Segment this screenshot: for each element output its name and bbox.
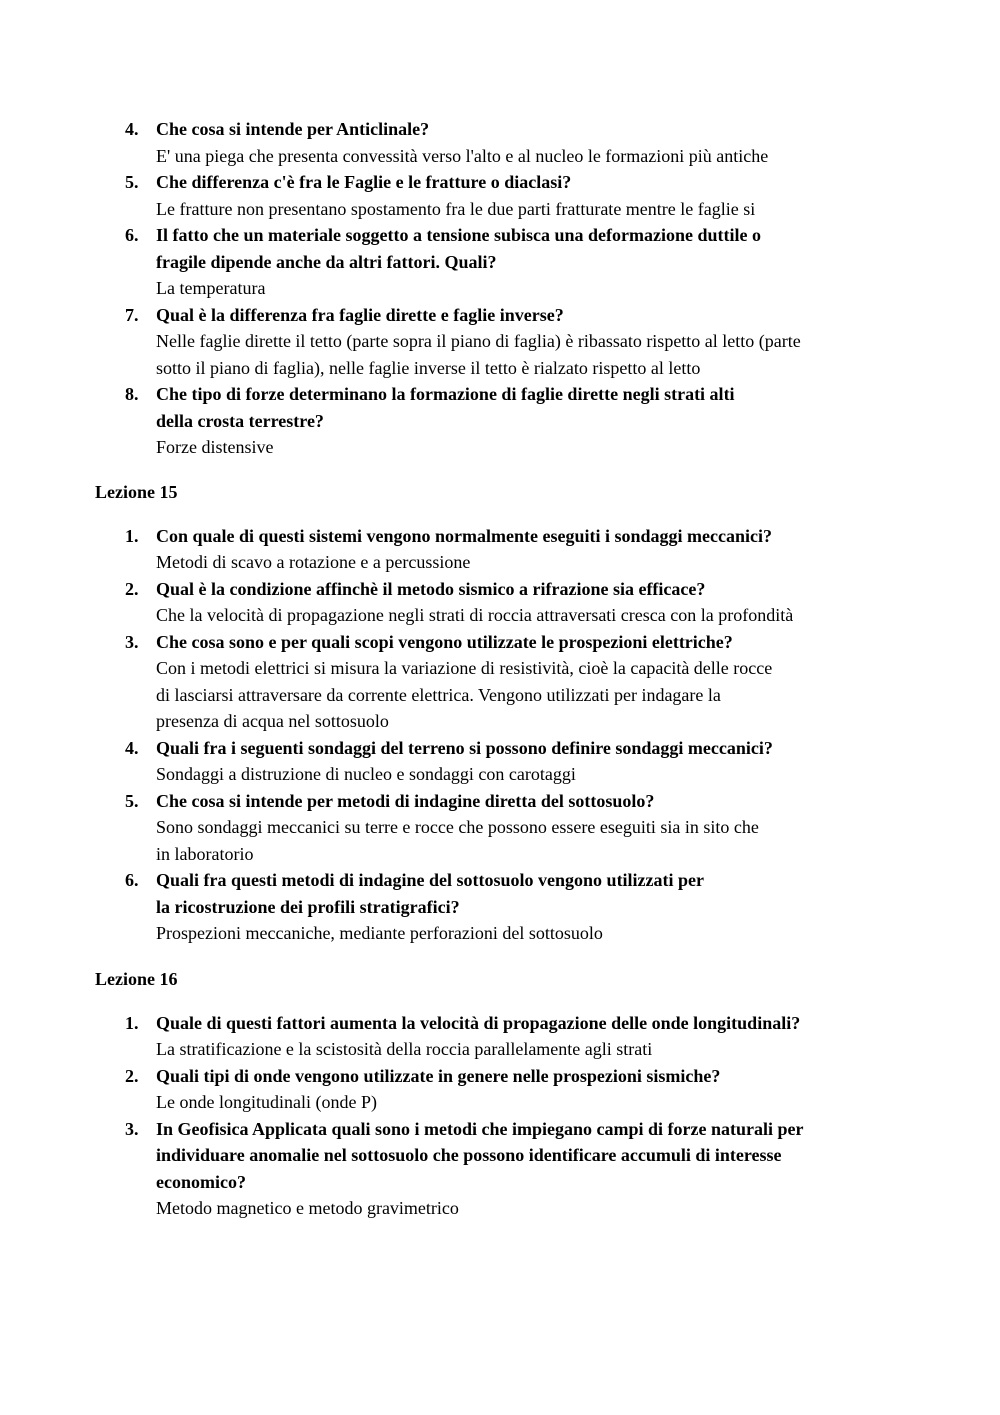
question-text: In Geofisica Applicata quali sono i metodi che impiegano campi di forze naturali per <box>156 1118 804 1139</box>
answer-text: Che la velocità di propagazione negli strati di roccia attraversati cresca con la profondità <box>156 605 794 625</box>
question-text: fragile dipende anche da altri fattori. Quali? <box>156 251 497 272</box>
section-lezione-15 <box>95 479 895 947</box>
question-number: 2. <box>125 1065 139 1086</box>
question-text: Che tipo di forze determinano la formazione di faglie dirette negli strati alti <box>156 384 735 404</box>
question-item <box>95 381 895 461</box>
question-list <box>95 1010 895 1222</box>
question-item <box>95 523 895 576</box>
question-number: 2. <box>125 578 139 599</box>
question-number: 3. <box>125 631 139 652</box>
question-text: Quali tipi di onde vengono utilizzate in genere nelle prospezioni sismiche? <box>156 1065 721 1086</box>
answer-text: Metodi di scavo a rotazione e a percussione <box>156 552 471 572</box>
question-item <box>95 1063 895 1116</box>
answer-text: in laboratorio <box>156 843 254 864</box>
question-text: Quali fra i seguenti sondaggi del terreno si possono definire sondaggi meccanici? <box>156 737 773 758</box>
question-text: Che cosa si intende per Anticlinale? <box>156 119 430 139</box>
answer-text: Sono sondaggi meccanici su terre e rocce che possono essere eseguiti sia in sito che <box>156 817 759 837</box>
section-heading: Lezione 15 <box>95 482 178 502</box>
question-number: 8. <box>125 384 139 404</box>
question-text: Quali fra questi metodi di indagine del sottosuolo vengono utilizzati per <box>156 870 705 890</box>
question-text: Che cosa si intende per metodi di indagine diretta del sottosuolo? <box>156 790 655 811</box>
question-number: 5. <box>125 790 139 811</box>
answer-text: Con i metodi elettrici si misura la variazione di resistività, cioè la capacità delle rocce <box>156 658 773 678</box>
answer-text: La temperatura <box>156 278 266 298</box>
question-text: Con quale di questi sistemi vengono normalmente eseguiti i sondaggi meccanici? <box>156 525 772 546</box>
question-number: 4. <box>125 737 139 758</box>
question-text: Qual è la differenza fra faglie dirette e faglie inverse? <box>156 304 564 325</box>
question-item <box>95 867 895 947</box>
question-text: economico? <box>156 1171 246 1192</box>
question-number: 4. <box>125 119 139 139</box>
question-number: 6. <box>125 870 139 890</box>
question-item <box>95 116 895 169</box>
answer-text: Prospezioni meccaniche, mediante perforazioni del sottosuolo <box>156 923 603 943</box>
question-text: Quale di questi fattori aumenta la velocità di propagazione delle onde longitudinali? <box>156 1012 801 1033</box>
question-text: Il fatto che un materiale soggetto a tensione subisca una deformazione duttile o <box>156 225 761 245</box>
answer-text: di lasciarsi attraversare da corrente elettrica. Vengono utilizzati per indagare la <box>156 684 721 705</box>
question-text: della crosta terrestre? <box>156 410 324 431</box>
question-list <box>95 116 895 461</box>
question-item <box>95 1116 895 1222</box>
answer-text: Le fratture non presentano spostamento fra le due parti fratturate mentre le faglie si <box>156 198 756 219</box>
question-item <box>95 788 895 868</box>
answer-text: Metodo magnetico e metodo gravimetrico <box>156 1198 459 1218</box>
question-text: Qual è la condizione affinchè il metodo sismico a rifrazione sia efficace? <box>156 578 706 599</box>
question-item <box>95 629 895 735</box>
question-item <box>95 735 895 788</box>
answer-text: Forze distensive <box>156 437 274 457</box>
question-number: 1. <box>125 525 139 546</box>
section-heading: Lezione 16 <box>95 969 178 989</box>
question-item <box>95 302 895 382</box>
answer-text: E' una piega che presenta convessità verso l'alto e al nucleo le formazioni più antiche <box>156 145 769 166</box>
question-item <box>95 1010 895 1063</box>
answer-text: sotto il piano di faglia), nelle faglie inverse il tetto è rialzato rispetto al letto <box>156 357 701 378</box>
question-text: Che cosa sono e per quali scopi vengono utilizzate le prospezioni elettriche? <box>156 631 733 652</box>
question-number: 1. <box>125 1012 139 1033</box>
section-lezione-16 <box>95 966 895 1222</box>
answer-text: Nelle faglie dirette il tetto (parte sopra il piano di faglia) è ribassato rispetto al letto (parte <box>156 331 801 351</box>
question-item <box>95 222 895 302</box>
question-list <box>95 523 895 947</box>
answer-text: presenza di acqua nel sottosuolo <box>156 711 389 731</box>
answer-text: La stratificazione e la scistosità della roccia parallelamente agli strati <box>156 1039 653 1059</box>
question-number: 7. <box>125 304 139 325</box>
question-item <box>95 576 895 629</box>
question-item <box>95 169 895 222</box>
question-text: Che differenza c'è fra le Faglie e le fratture o diaclasi? <box>156 172 572 192</box>
answer-text: Le onde longitudinali (onde P) <box>156 1092 377 1112</box>
question-number: 3. <box>125 1118 139 1139</box>
section-continuation <box>95 116 895 461</box>
question-text: individuare anomalie nel sottosuolo che possono identificare accumuli di interesse <box>156 1145 782 1165</box>
question-text: la ricostruzione dei profili stratigrafici? <box>156 896 460 917</box>
question-number: 6. <box>125 225 139 245</box>
answer-text: Sondaggi a distruzione di nucleo e sondaggi con carotaggi <box>156 764 576 784</box>
question-number: 5. <box>125 172 139 192</box>
